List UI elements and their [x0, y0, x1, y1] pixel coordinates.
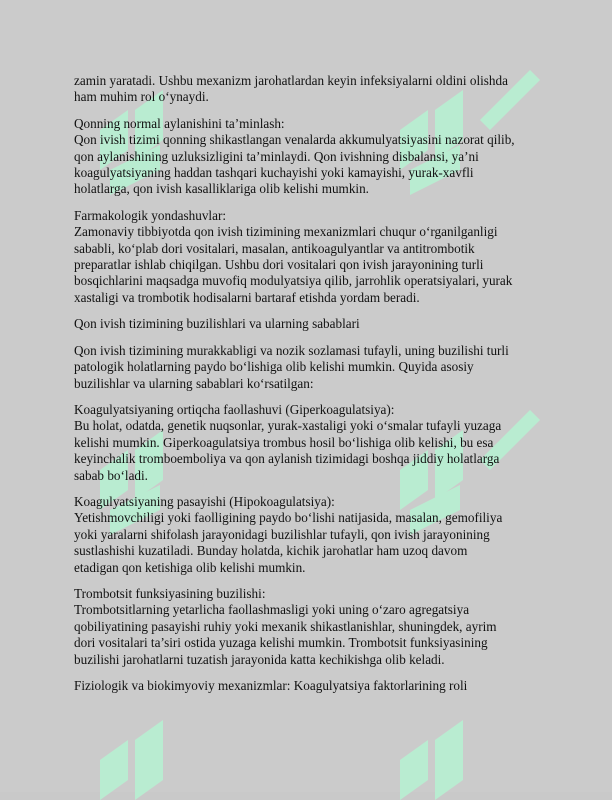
text-line: buzilishlar va ularning sabablari ko‘rsatilgan: — [74, 375, 314, 391]
text-line: sabab bo‘ladi. — [74, 467, 148, 483]
text-line: Bu holat, odatda, genetik nuqsonlar, yurak-xastaligi yoki o‘smalar tufayli yuzaga — [74, 418, 502, 434]
section-heading: Koagulyatsiyaning ortiqcha faollashuvi (Giperkoagulatsiya): — [74, 401, 395, 417]
text-line: holatlarga, qon ivish kasalliklariga olib kelishi mumkin. — [74, 181, 369, 197]
text-line: Trombotsitlarning yetarlicha faollashmasligi yoki uning o‘zaro agregatsiya — [74, 602, 470, 618]
paragraph-2 — [74, 116, 544, 198]
text-line: xastaligi va trombotik hodisalarni bartaraf etishda yordam beradi. — [74, 289, 420, 305]
paragraph-9 — [74, 678, 544, 694]
document-body — [74, 73, 544, 704]
section-heading: Farmakologik yondashuvlar: — [74, 207, 226, 223]
text-line: buzilishi jarohatlarni tuzatish jarayonida katta kechikishga olib keladi. — [74, 651, 445, 667]
text-line: keyinchalik tromboemboliya va qon aylanish tizimidagi boshqa jiddiy holatlarga — [74, 451, 500, 467]
paragraph-5 — [74, 343, 544, 392]
section-heading: Qonning normal aylanishini ta’minlash: — [74, 115, 285, 131]
paragraph-7 — [74, 494, 544, 576]
text-line: Qon ivish tizimining murakkabligi va nozik sozlamasi tufayli, uning buzilishi turli — [74, 342, 509, 358]
text-line: qobiliyatining pasayishi ruhiy yoki mexanik shikastlanishlar, shuningdek, ayrim — [74, 618, 497, 634]
text-line: patologik holatlarning paydo bo‘lishiga olib kelishi mumkin. Quyida asosiy — [74, 359, 474, 375]
text-line: kelishi mumkin. Giperkoagulatsiya trombus hosil bo‘lishiga olib kelishi, bu esa — [74, 434, 494, 450]
watermark-logo-icon — [80, 690, 220, 800]
text-line: sababli, ko‘plab dori vositalari, masalan, antikoagulyantlar va antitrombotik — [74, 240, 475, 256]
text-line: dori vositalari ta’siri ostida yuzaga kelishi mumkin. Trombotsit funksiyasining — [74, 635, 488, 651]
section-heading: Qon ivish tizimining buzilishlari va ularning sabablari — [74, 316, 360, 332]
section-heading: Koagulyatsiyaning pasayishi (Hipokoagulatsiya): — [74, 493, 335, 509]
paragraph-3 — [74, 208, 544, 306]
text-line: preparatlar ishlab chiqilgan. Ushbu dori vositalari qon ivish jarayonining turli — [74, 257, 484, 273]
paragraph-4 — [74, 316, 544, 332]
text-line: etadigan qon ketishiga olib kelishi mumkin. — [74, 559, 306, 575]
text-line: zamin yaratadi. Ushbu mexanizm jarohatlardan keyin infeksiyalarni oldini olishda — [74, 73, 508, 88]
watermark-logo-icon — [380, 690, 550, 800]
text-line: Qon ivish tizimi qonning shikastlangan venalarda akkumulyatsiyasini nazorat qilib, — [74, 132, 515, 148]
text-line: qon aylanishining uzluksizligini ta’minlaydi. Qon ivishning disbalansi, ya’ni — [74, 148, 479, 164]
paragraph-8 — [74, 586, 544, 668]
text-line: bosqichlarini maqsadga muvofiq modulyatsiya qilib, jarrohlik operatsiyalari, yurak — [74, 273, 513, 289]
paragraph-6 — [74, 402, 544, 484]
text-line: Zamonaviy tibbiyotda qon ivish tizimining mexanizmlari chuqur o‘rganilganligi — [74, 224, 498, 240]
paragraph-1 — [74, 73, 544, 106]
text-line: ham muhim rol o‘ynaydi. — [74, 89, 209, 105]
section-heading: Fiziologik va biokimyoviy mexanizmlar: Koagulyatsiya faktorlarining roli — [74, 678, 468, 693]
text-line: koagulyatsiyaning haddan tashqari kuchayishi yoki kamayishi, yurak-xavfli — [74, 165, 474, 181]
text-line: sustlashishi kuzatiladi. Bunday holatda, kichik jarohatlar ham uzoq davom — [74, 543, 468, 559]
section-heading: Trombotsit funksiyasining buzilishi: — [74, 585, 266, 601]
text-line: yoki yaralarni shifolash jarayonidagi buzilishlar tufayli, qon ivish jarayonining — [74, 526, 490, 542]
text-line: Yetishmovchiligi yoki faolligining paydo bo‘lishi natijasida, masalan, gemofiliya — [74, 510, 503, 526]
